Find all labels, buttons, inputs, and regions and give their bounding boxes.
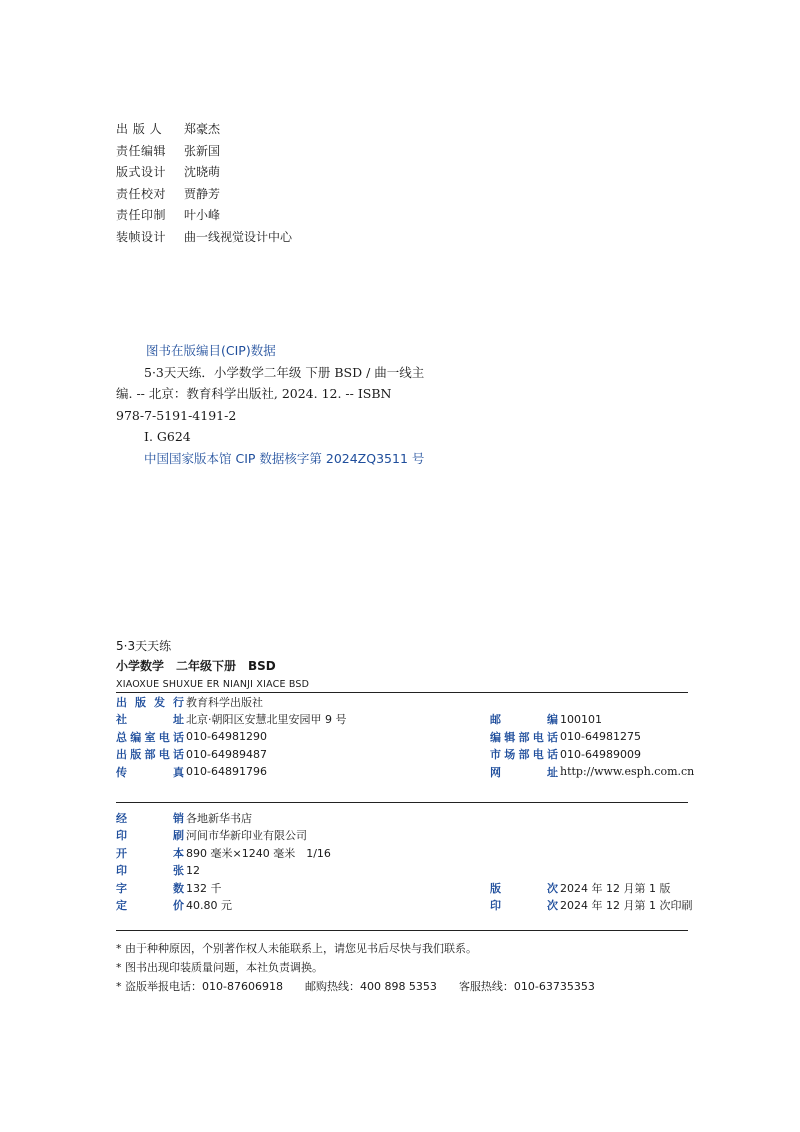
info-value: 北京·朝阳区安慧北里安园甲 9 号: [186, 713, 347, 727]
info-value: 河间市华新印业有限公司: [186, 829, 307, 843]
info-label: 定 价: [116, 899, 184, 913]
credit-label: 责任印制: [116, 208, 167, 222]
info-value: 132 千: [186, 881, 222, 895]
divider-bottom: [116, 930, 688, 931]
credit-label: 责任编辑: [116, 143, 167, 158]
info-row: [116, 809, 331, 827]
info-row: [116, 746, 347, 764]
credit-row: [116, 163, 292, 185]
info-label: 网 址: [490, 765, 558, 779]
cip-line: 编. -- 北京：教育科学出版社, 2024. 12. -- ISBN: [116, 386, 392, 401]
info-value: 010-64981275: [560, 730, 641, 744]
credit-row: [116, 206, 292, 228]
info-row: [116, 763, 347, 781]
info-value: http://www.esph.com.cn: [560, 765, 695, 779]
info-label: 传 真: [116, 765, 184, 779]
credit-row: [116, 142, 292, 164]
note-line: * 由于种种原因，个别著作权人未能联系上，请您见书后尽快与我们联系。: [116, 942, 477, 955]
info-label: 印 刷: [116, 829, 184, 843]
credit-label: 出 版 人: [116, 122, 163, 136]
info-label: 印 次: [490, 899, 558, 913]
info-row: [490, 728, 694, 746]
customer-service-hotline: 客服热线：010-63735353: [458, 980, 595, 993]
info-label: 印 张: [116, 864, 184, 878]
info-label: 总编室电话: [116, 730, 184, 744]
info-value: 100101: [560, 712, 602, 726]
info-value: 各地新华书店: [186, 811, 252, 825]
piracy-hotline: * 盗版举报电话：010-87606918: [116, 980, 283, 993]
credits-block: [116, 120, 292, 249]
info-label: 出版部电话: [116, 748, 184, 762]
info-label: 开 本: [116, 846, 184, 860]
note-line: * 图书出现印装质量问题，本社负责调换。: [116, 961, 323, 974]
book-pinyin: XIAOXUE SHUXUE ER NIANJI XIACE BSD: [116, 679, 310, 690]
info-row: [116, 693, 347, 711]
cip-heading: 图书在版编目(CIP)数据: [146, 343, 276, 358]
credit-label: 版式设计: [116, 165, 167, 179]
print-info-right: [490, 879, 692, 914]
info-row: [116, 827, 331, 845]
book-title-block: [116, 636, 309, 694]
credit-row: [116, 185, 292, 207]
credit-value: 叶小峰: [184, 208, 221, 222]
info-value: 12: [186, 863, 200, 877]
info-label: 邮 编: [490, 713, 558, 727]
cip-block: [116, 340, 424, 469]
info-value: 2024 年 12 月第 1 版: [560, 881, 671, 895]
credit-label: 装帧设计: [116, 229, 167, 244]
info-value: 40.80 元: [186, 899, 232, 913]
info-label: 社 址: [116, 713, 184, 727]
notes-block: [116, 940, 595, 997]
info-label: 版 次: [490, 881, 558, 895]
info-value: 010-64891796: [186, 765, 267, 779]
cip-line: 5·3天天练．小学数学二年级 下册 BSD / 曲一线主: [144, 364, 425, 380]
credit-row: [116, 228, 292, 250]
info-row: [116, 897, 331, 915]
divider-middle: [116, 802, 688, 803]
info-row: [116, 728, 347, 746]
info-label: 字 数: [116, 881, 184, 895]
mail-order-hotline: 邮购热线：400 898 5353: [304, 980, 437, 993]
info-value: 教育科学出版社: [186, 695, 263, 709]
info-row: [116, 711, 347, 729]
book-title: 小学数学 二年级下册 BSD: [116, 659, 276, 673]
info-value: 010-64989009: [560, 747, 641, 761]
credit-value: 张新国: [184, 143, 221, 158]
info-row: [490, 897, 692, 915]
info-row: [490, 746, 694, 764]
info-row: [490, 879, 692, 897]
info-label: 出版发行: [116, 695, 184, 709]
cip-number: 中国国家版本馆 CIP 数据核字第 2024ZQ3511 号: [144, 450, 425, 466]
info-row: [116, 879, 331, 897]
credit-label: 责任校对: [116, 186, 167, 201]
credit-value: 曲一线视觉设计中心: [184, 229, 293, 244]
publisher-info-left: [116, 693, 347, 781]
publisher-info-right: [490, 711, 694, 781]
info-row: [116, 862, 331, 880]
note-line: [116, 978, 595, 997]
info-label: 市场部电话: [490, 748, 558, 762]
info-row: [116, 844, 331, 862]
credit-row: [116, 120, 292, 142]
info-row: [490, 763, 694, 781]
cip-line: 978-7-5191-4191-2: [116, 407, 237, 423]
info-value: 010-64981290: [186, 730, 267, 744]
print-info-left: [116, 809, 331, 914]
info-value: 2024 年 12 月第 1 次印刷: [560, 899, 693, 913]
info-label: 经 销: [116, 811, 184, 825]
credit-value: 贾静芳: [184, 186, 221, 201]
cip-line: Ⅰ. G624: [144, 429, 191, 444]
info-value: 010-64989487: [186, 747, 267, 761]
series-name: 5·3天天练: [116, 639, 172, 653]
credit-value: 沈晓萌: [184, 165, 221, 179]
info-row: [490, 711, 694, 729]
credit-value: 郑豪杰: [184, 122, 221, 136]
info-value: 890 毫米×1240 毫米 1/16: [186, 846, 331, 860]
info-label: 编辑部电话: [490, 730, 558, 744]
